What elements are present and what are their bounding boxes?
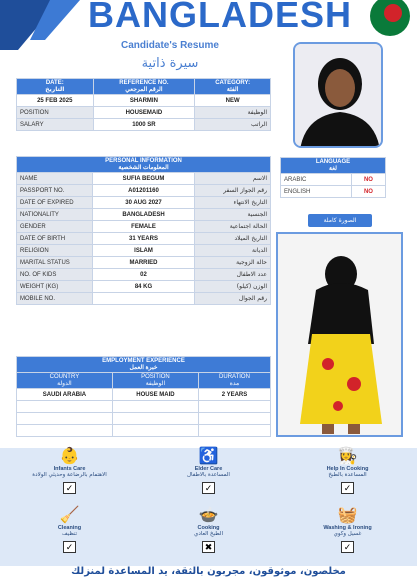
position-label-ar: الوظيفة [195, 107, 271, 119]
full-photo-label: الصورة كاملة [308, 214, 372, 227]
personal-label-ar: الحالة اجتماعية [194, 221, 270, 233]
personal-value [93, 293, 195, 305]
skill-item [0, 507, 139, 565]
personal-label: RELIGION [17, 245, 93, 257]
position-value: HOUSEMAID [93, 107, 195, 119]
footer-tagline: مخلصون، موثوقون، مجربون بالثقة، يد المساعدة لمنزلك [0, 566, 417, 582]
cat-heading-ar: الفئة [226, 87, 239, 93]
employment-title-ar: خبرة العمل [129, 365, 158, 371]
personal-row [17, 185, 271, 197]
personal-label: GENDER [17, 221, 93, 233]
personal-row [17, 257, 271, 269]
skill-checkbox: ✓ [202, 482, 215, 494]
personal-row [17, 173, 271, 185]
skill-checkbox: ✓ [341, 482, 354, 494]
personal-label: NO. OF KIDS [17, 269, 93, 281]
personal-label-ar: الوزن (كيلو) [194, 281, 270, 293]
date-heading: DATE: [45, 80, 64, 86]
salary-label: SALARY [17, 119, 94, 131]
infant-care-icon: 👶 [59, 448, 80, 465]
elder-care-icon: ♿ [198, 448, 219, 465]
exp-position: HOUSE MAID [112, 389, 198, 401]
skill-item [139, 507, 278, 565]
language-table [280, 157, 386, 198]
personal-value: MARRIED [93, 257, 195, 269]
language-arabic: ARABIC [281, 174, 352, 186]
cleaning-icon: 🧹 [59, 507, 80, 524]
language-english-value: NO [351, 186, 385, 198]
personal-label-ar: التاريخ الميلاد [194, 233, 270, 245]
cooking-icon: 🍲 [198, 507, 219, 524]
duration-heading-ar: مدة [229, 381, 240, 387]
personal-label-ar: الجنسية [194, 209, 270, 221]
skill-label: Help In Cooking [326, 466, 369, 472]
skill-checkbox: ✖ [202, 541, 215, 553]
cat-value: NEW [195, 95, 271, 107]
candidate-portrait [293, 42, 383, 148]
skill-label-ar: المساعدة بالطبخ [328, 472, 367, 478]
language-arabic-value: NO [351, 174, 385, 186]
personal-label-ar: عدد الاطفال [194, 269, 270, 281]
personal-label-ar: رقم الجواز السفر [194, 185, 270, 197]
cat-heading: CATEGORY: [215, 80, 251, 86]
personal-row [17, 221, 271, 233]
subtitle-arabic: سيرة ذاتية [141, 56, 199, 71]
personal-label: DATE OF BIRTH [17, 233, 93, 245]
position-label: POSITION [17, 107, 94, 119]
header-date [17, 79, 94, 95]
candidate-full-photo [276, 232, 403, 437]
exp-country: SAUDI ARABIA [17, 389, 113, 401]
language-title: LANGUAGE [315, 159, 351, 165]
personal-label: MOBILE NO. [17, 293, 93, 305]
language-heading [281, 158, 386, 174]
country-heading [17, 373, 113, 389]
skill-label-ar: المساعدة بالاطفال [187, 472, 230, 478]
skill-item [278, 448, 417, 506]
skill-label-ar: الاهتمام بالرضاعة وحديثي الولادة [32, 472, 107, 478]
skill-label: Washing & Ironing [323, 525, 372, 531]
personal-label-ar: رقم الجوال [194, 293, 270, 305]
personal-value: BANGLADESH [93, 209, 195, 221]
skill-label: Cleaning [57, 525, 82, 531]
personal-value: ISLAM [93, 245, 195, 257]
skill-item [0, 448, 139, 506]
personal-label-ar: الاسم [194, 173, 270, 185]
bangladesh-flag-icon [370, 0, 410, 36]
personal-value: A01201160 [93, 185, 195, 197]
personal-row [17, 197, 271, 209]
pos-heading-ar: الوظيفة [145, 381, 166, 387]
salary-label-ar: الراتب [195, 119, 271, 131]
country-heading-ar: الدولة [57, 381, 72, 387]
personal-label-ar: التاريخ الانتهاء [194, 197, 270, 209]
skill-checkbox: ✓ [341, 541, 354, 553]
personal-value: 02 [93, 269, 195, 281]
employment-title: EMPLOYMENT EXPERIENCE [102, 358, 185, 364]
personal-value: 84 KG [93, 281, 195, 293]
page-title: BANGLADESH [87, 0, 352, 35]
skill-label: Infants Care [53, 466, 86, 472]
employment-table [16, 356, 271, 437]
personal-value: FEMALE [93, 221, 195, 233]
header-ref [93, 79, 195, 95]
date-heading-ar: التاريخ [45, 86, 65, 93]
employment-heading [17, 357, 271, 373]
personal-label: NAME [17, 173, 93, 185]
skill-item [278, 507, 417, 565]
header [0, 0, 417, 36]
skill-checkbox: ✓ [63, 482, 76, 494]
salary-value: 1000 SR [93, 119, 195, 131]
personal-row [17, 293, 271, 305]
personal-row [17, 245, 271, 257]
personal-label-ar: حالة الزوجية [194, 257, 270, 269]
ref-heading: REFERENCE NO. [119, 80, 169, 86]
ref-heading-ar: الرقم المرجعي [125, 87, 163, 93]
ref-value: SHARMIN [93, 95, 195, 107]
personal-value: 31 YEARS [93, 233, 195, 245]
reference-table [16, 78, 271, 131]
language-title-ar: لغة [329, 166, 337, 172]
skill-label-ar: غسيل وكوي [333, 531, 362, 537]
personal-label-ar: الديانة [194, 245, 270, 257]
skill-label: Elder Care [194, 466, 223, 472]
pos-heading-en: POSITION [141, 374, 170, 380]
personal-title: PERSONAL INFORMATION [105, 158, 182, 164]
language-english: ENGLISH [281, 186, 352, 198]
personal-value: 30 AUG 2027 [93, 197, 195, 209]
skills-panel [0, 448, 417, 566]
personal-info-table [16, 156, 271, 305]
header-cat [195, 79, 271, 95]
country-heading-en: COUNTRY [49, 374, 80, 380]
personal-label: NATIONALITY [17, 209, 93, 221]
skill-item [139, 448, 278, 506]
skill-label: Cooking [197, 525, 220, 531]
washing-icon: 🧺 [337, 507, 358, 524]
duration-heading-en: DURATION [219, 374, 250, 380]
personal-row [17, 233, 271, 245]
help-cooking-icon: 👩‍🍳 [337, 448, 358, 465]
personal-row [17, 269, 271, 281]
skill-label-ar: الطبخ العادي [194, 531, 223, 537]
date-value: 25 FEB 2025 [17, 95, 94, 107]
subtitle: Candidate's Resume [121, 40, 219, 51]
personal-label: MARITAL STATUS [17, 257, 93, 269]
duration-heading [198, 373, 270, 389]
personal-row [17, 209, 271, 221]
personal-title-ar: المعلومات الشخصية [118, 165, 169, 171]
skill-checkbox: ✓ [63, 541, 76, 553]
personal-label: PASSPORT NO. [17, 185, 93, 197]
personal-heading [17, 157, 271, 173]
skill-label-ar: تنظيف [61, 531, 78, 537]
personal-value: SUFIA BEGUM [93, 173, 195, 185]
personal-label: DATE OF EXPIRED [17, 197, 93, 209]
personal-row [17, 281, 271, 293]
pos-heading [112, 373, 198, 389]
personal-label: WEIGHT (KG) [17, 281, 93, 293]
exp-duration: 2 YEARS [198, 389, 270, 401]
